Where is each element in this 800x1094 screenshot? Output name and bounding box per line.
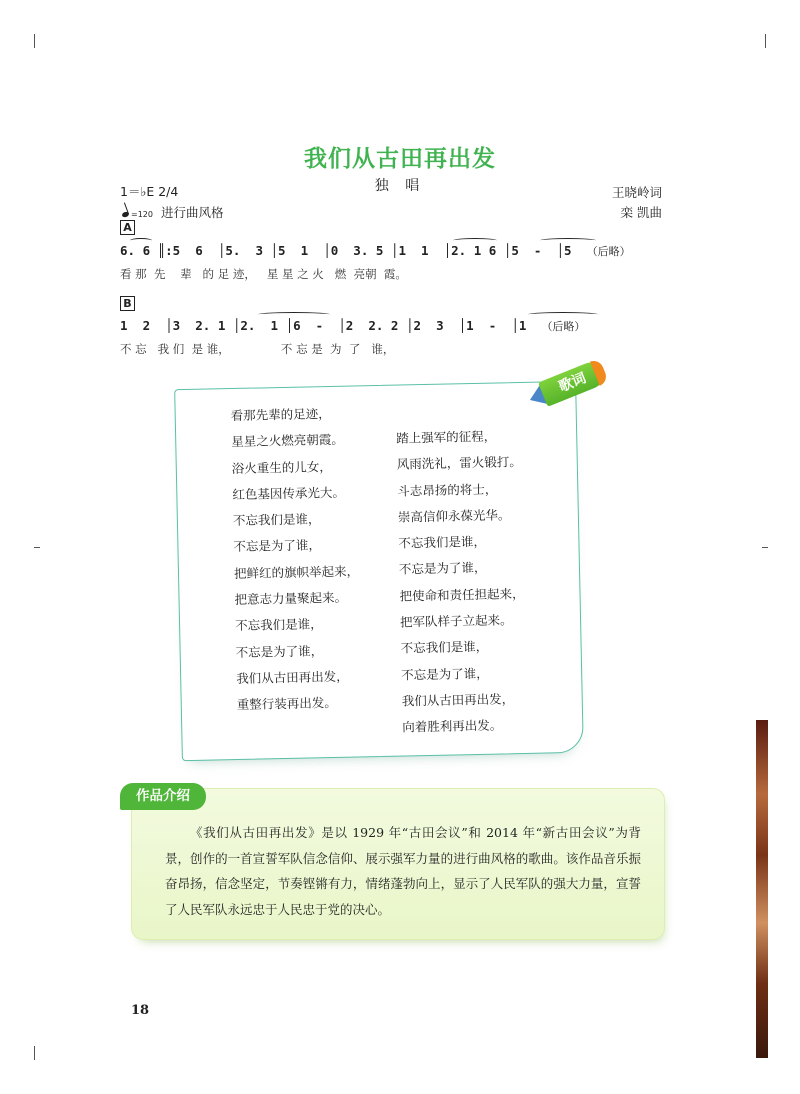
lyric-line: 不忘我们是谁， (234, 616, 323, 634)
lyric-line: 不忘是为了谁， (398, 560, 487, 578)
lyric-line: 斗志昂扬的将士， (397, 481, 498, 499)
lyric-line: 风雨洗礼，雷火锻打。 (396, 454, 522, 472)
notation-notes: 6. 6 ║:5 6 │5. 3 │5 1 │0 3. 5 │1 1 │2. 1 6 │5 - │5 (120, 243, 587, 258)
intro-text: 《我们从古田再出发》是以 1929 年“古田会议”和 2014 年“新古田会议”为背景，创作的一首宣誓军队信念信仰、展示强军力量的进行曲风格的歌曲。该作品音乐振奋昂扬，信念坚定，节奏铿锵有力，情绪蓬勃向上，显示了人民军队的强大力量，宣誓了人民军队永远忠于人民忠于党的决心。 (165, 825, 641, 917)
crop-mark (765, 34, 766, 48)
lyrics-right-column (396, 423, 528, 741)
crop-mark (34, 34, 35, 48)
crop-mark (34, 1046, 35, 1060)
composer: 栾 凯曲 (620, 205, 662, 220)
lyric-line: 不忘是为了谁， (401, 665, 489, 683)
lyric-line: 红色基因传承光大。 (232, 484, 346, 502)
lyric-line: 踏上强军的征程， (396, 428, 497, 446)
crop-mark (762, 547, 768, 548)
lyric-line: 看那先辈的足迹， (230, 405, 331, 424)
notation-ending: （后略） (586, 245, 631, 258)
lyrics-left-column (230, 400, 362, 718)
lyrics-tag-label: 歌词 (538, 359, 607, 407)
lyric-line: 把使命和责任担起来， (399, 585, 525, 604)
lyric-line: 崇高信仰永葆光华。 (397, 507, 511, 525)
lyric-line: 我们从古田再出发， (401, 691, 515, 709)
lyric-line: 不忘是为了谁， (235, 642, 324, 660)
song-form: 独 唱 (374, 178, 426, 194)
slur-mark (528, 312, 598, 317)
tempo-value: =120 (131, 210, 153, 219)
slur-mark (258, 312, 330, 317)
lyric-line: 把鲜红的旗帜举起来， (233, 563, 360, 581)
tempo-marking (122, 203, 224, 221)
notation-ending: （后略） (541, 320, 586, 333)
intro-tag: 作品介绍 (120, 783, 206, 810)
lyrics-card (174, 381, 584, 761)
lyric-line: 重整行装再出发。 (236, 695, 337, 713)
quarter-note-icon (121, 211, 129, 218)
notation-notes: 1 2 │3 2. 1 │2. 1 │6 - │2 2. 2 │2 3 │1 - │1 (120, 318, 542, 333)
time-signature: 2/4 (158, 184, 179, 199)
lyricist: 王晓岭词 (611, 185, 662, 200)
style-marking: 进行曲风格 (160, 205, 224, 220)
lyric-line: 把军队样子立起来。 (399, 612, 513, 630)
page-number: 18 (131, 1003, 150, 1018)
notation-line-b (120, 318, 660, 334)
edge-photo-strip (756, 720, 768, 1058)
lyric-line: 不忘是为了谁， (233, 537, 322, 555)
lyric-line: 把意志力量聚起来。 (234, 589, 348, 608)
lyric-line: 向着胜利再出发。 (402, 717, 503, 735)
lyric-line: 星星之火燃亮朝霞。 (231, 432, 344, 450)
lyric-line: 浴火重生的儿女， (231, 458, 332, 476)
lyric-line: 不忘我们是谁， (398, 533, 487, 551)
key-and-meter (120, 182, 178, 200)
song-title: 我们从古田再出发 (304, 146, 496, 172)
crop-mark (34, 547, 40, 548)
lyric-line: 不忘我们是谁， (400, 639, 489, 656)
lyric-line: 不忘我们是谁， (232, 511, 321, 529)
key-signature: 1＝♭E (120, 184, 155, 199)
notation-line-a (120, 243, 660, 259)
section-label-a: A (120, 220, 135, 235)
section-label-b: B (120, 296, 135, 311)
lyrics-line-a: 看 那 先 辈 的 足 迹， 星 星 之 火 燃 亮朝 霞。 (120, 267, 407, 281)
lyric-line: 我们从古田再出发， (236, 668, 349, 686)
lyrics-line-b: 不 忘 我 们 是 谁， 不 忘 是 为 了 谁， (120, 342, 395, 356)
